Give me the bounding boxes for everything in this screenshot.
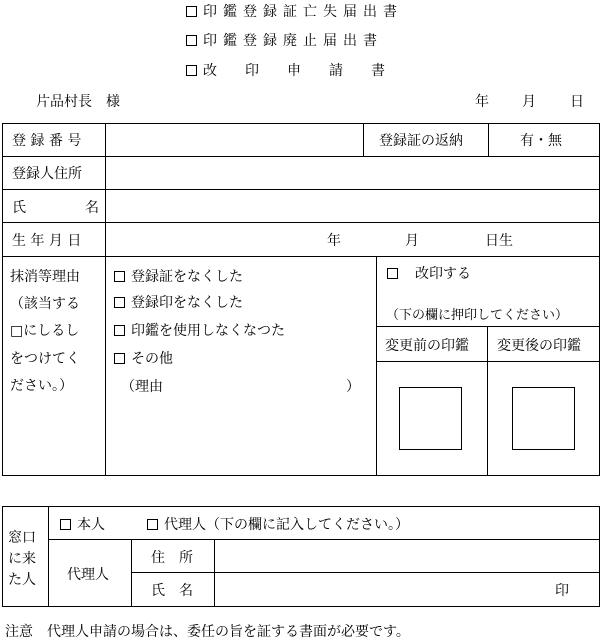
before-seal-label: 変更前の印鑑 bbox=[385, 338, 469, 354]
agent-name-label: 氏 名 bbox=[151, 583, 193, 599]
checkbox-icon[interactable] bbox=[147, 519, 158, 530]
agent-label: 代理人 bbox=[67, 567, 109, 583]
name-field[interactable] bbox=[107, 191, 597, 221]
option-change-seal[interactable] bbox=[186, 60, 385, 80]
window-label-line: に来 bbox=[8, 551, 36, 567]
checkbox-icon[interactable] bbox=[114, 325, 125, 336]
reg-card-return-value[interactable]: 有・無 bbox=[520, 133, 562, 149]
window-label-line: 窓口 bbox=[8, 530, 36, 546]
name-label-first: 氏 bbox=[12, 200, 26, 216]
reg-number-field[interactable] bbox=[107, 125, 362, 155]
date-day: 日 bbox=[570, 94, 584, 110]
change-seal-label: 改印する bbox=[415, 266, 471, 282]
reg-number-label: 登 録 番 号 bbox=[12, 133, 82, 149]
reason-detail-field[interactable] bbox=[170, 374, 345, 394]
reason-option-label: その他 bbox=[131, 351, 173, 367]
reason-label-line: をつけてく bbox=[10, 351, 80, 367]
after-seal-label: 変更後の印鑑 bbox=[497, 338, 581, 354]
option-abolish[interactable] bbox=[186, 30, 383, 50]
birth-month: 月 bbox=[405, 233, 419, 249]
agent-name-field[interactable] bbox=[216, 574, 536, 604]
option-lost-card[interactable] bbox=[186, 1, 403, 21]
name-label-second: 名 bbox=[85, 200, 99, 216]
address-field[interactable] bbox=[107, 158, 597, 188]
address-label: 登録人住所 bbox=[12, 166, 82, 182]
self-option[interactable] bbox=[60, 514, 105, 534]
checkbox-icon[interactable] bbox=[114, 297, 125, 308]
option-change-seal-label: 改 印 申 請 書 bbox=[203, 63, 385, 79]
option-abolish-label: 印鑑登録廃止届出書 bbox=[203, 33, 383, 49]
reason-detail-open: （理由 bbox=[121, 379, 163, 395]
checkbox-icon[interactable] bbox=[387, 268, 398, 279]
option-lost-card-label: 印鑑登録証亡失届出書 bbox=[203, 4, 403, 20]
reason-label-line: 抹消等理由 bbox=[10, 269, 80, 285]
seal-mark: 印 bbox=[555, 583, 569, 599]
date-year: 年 bbox=[475, 94, 489, 110]
reason-option[interactable] bbox=[114, 292, 243, 312]
checkbox-icon[interactable] bbox=[114, 271, 125, 282]
checkbox-lost-card[interactable] bbox=[186, 6, 197, 17]
birth-label: 生 年 月 日 bbox=[12, 233, 82, 249]
reason-option-label: 登録証をなくした bbox=[131, 269, 243, 285]
agent-address-label: 住 所 bbox=[151, 550, 193, 566]
reason-option[interactable] bbox=[114, 266, 243, 286]
reason-label-line: ださい。） bbox=[10, 378, 73, 394]
checkbox-abolish[interactable] bbox=[186, 35, 197, 46]
footer-note: 注意 代理人申請の場合は、委任の旨を証する書面が必要です。 bbox=[5, 624, 410, 640]
change-seal-note: （下の欄に押印してください） bbox=[386, 308, 569, 323]
change-seal-option[interactable] bbox=[387, 263, 471, 283]
before-seal-box[interactable] bbox=[399, 387, 462, 450]
date-month: 月 bbox=[522, 94, 536, 110]
agent-address-field[interactable] bbox=[216, 541, 598, 571]
reason-option[interactable] bbox=[114, 348, 173, 368]
reg-card-return-label: 登録証の返納 bbox=[379, 133, 463, 149]
self-option-label: 本人 bbox=[77, 517, 105, 533]
window-label-line: た人 bbox=[8, 572, 36, 588]
checkbox-change-seal-header[interactable] bbox=[186, 65, 197, 76]
reason-option[interactable] bbox=[114, 320, 285, 340]
reason-label-line: （該当する bbox=[10, 296, 80, 312]
after-seal-box[interactable] bbox=[512, 387, 575, 450]
checkbox-icon[interactable] bbox=[60, 519, 71, 530]
reason-option-label: 登録印をなくした bbox=[131, 295, 243, 311]
reason-option-label: 印鑑を使用しなくなつた bbox=[131, 323, 285, 339]
agent-option[interactable] bbox=[147, 514, 409, 534]
birth-year: 年 bbox=[327, 233, 341, 249]
agent-option-label: 代理人（下の欄に記入してください。） bbox=[164, 517, 409, 533]
addressee: 片品村長 様 bbox=[36, 94, 120, 110]
reason-label-line: □にしるし bbox=[10, 323, 80, 339]
birth-day: 日生 bbox=[485, 233, 513, 249]
checkbox-icon[interactable] bbox=[114, 353, 125, 364]
reason-detail-close: ） bbox=[346, 379, 360, 395]
